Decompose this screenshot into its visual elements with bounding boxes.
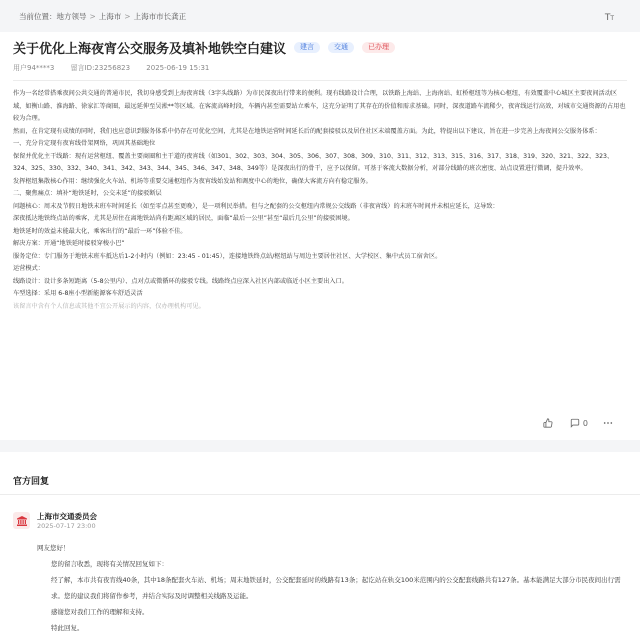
reply-line: 经了解，本市共有夜宵线40条，其中18条配套火车站、机场；周末地铁延时，公交配套延时的线路有13条；起讫站在轨交100米范围内的公交配套线路共有127条。基本能满足大部分市民夜间出行需求。您的建议我们将留作参考，并结合实际及时调整相关线路及运能。: [51, 576, 621, 600]
body-paragraph: 发挥枢纽集散核心作用：继续强化火车站、机场等重要交通枢纽作为夜宵线始发站和调度中心的地位，确保大客流方向有稳定服务。: [13, 177, 372, 185]
reply-org-name: 上海市交通委员会: [37, 512, 97, 521]
reply-line: 您的留言收悉，现将有关情况回复如下：: [51, 560, 168, 568]
breadcrumb: [19, 11, 186, 22]
comment-count: 0: [582, 418, 588, 428]
message-id: 留言ID:23256823: [70, 64, 131, 72]
body-paragraph: 运营模式：: [13, 265, 44, 272]
more-button[interactable]: [602, 418, 614, 428]
body-paragraph: 保留并优化主干线路：现有运营枢纽、覆盖主要商圈和主干道的夜宵线（如301、302、303、304、305、306、307、308、309、310、311、312、313、315、316、317、318、319、320、321、322、323、324、325、330、332、340、341、342、343、344、345、346、347、348、349等）是深夜出行的骨干，应予以保留。可基于客流大数据分析，对部分线路的班次密度、站点设置进行微调，提升效率。: [13, 152, 614, 172]
body-paragraph: 服务定位：专门服务于地铁末班车抵达后1-2小时内（例如：23:45 - 01:45），连接地铁终点站/枢纽站与周边主要居住社区、大学校区、集中式员工宿舍区。: [13, 252, 442, 260]
government-building-icon: [16, 515, 28, 527]
post-meta: [13, 63, 223, 73]
post-datetime: 2025-06-19 15:31: [146, 64, 210, 72]
breadcrumb-item-shanghai[interactable]: 上海市: [98, 12, 122, 21]
reply-line: 特此回复。: [51, 624, 84, 632]
privacy-hint: 该留言中含有个人信息或其他不宜公开展示的内容，仅办理机构可见。: [13, 302, 205, 310]
reply-greeting: 网友您好！: [37, 544, 70, 552]
like-button[interactable]: [543, 418, 556, 428]
section-gap: [0, 440, 640, 452]
body-paragraph: 线路设计：设计多条短距离（5-8公里内）、点对点或微循环的接驳专线。线路终点应深入社区内部或临近小区主要出入口。: [13, 277, 348, 285]
body-paragraph: 车型选择：采用 6-8座小型新能源客车舒适灵活: [13, 290, 143, 297]
font-size-icon: T: [604, 13, 611, 23]
comment-button[interactable]: [570, 418, 588, 428]
breadcrumb-item-leaders[interactable]: 地方领导: [56, 12, 87, 21]
breadcrumb-separator: >: [124, 12, 131, 21]
body-paragraph: 作为一名经常搭乘夜间公共交通的普通市民，我切身感受到上海夜宵线（3字头线路）为市民深夜出行带来的便利。现有线路设计合理，以铁路上海站、上海南站、虹桥枢纽等为核心枢纽，有效覆盖中心城区主要夜间活动区域，如衡山路、淮海路、徐家汇等商圈，最远延伸至吴淞**等区域。在客流高峰时段，车辆内甚至需要站立乘车，这充分证明了其存在的价值和需求基础。同时，深夜道路车流稀少，夜宵线运行高效，对城市交通资源的占用也较为合理。: [13, 90, 626, 122]
comment-icon: [570, 418, 580, 428]
title-row: [13, 38, 395, 56]
body-paragraph: 然而，在肯定现有成绩的同时，我们也应意识到服务体系中仍存在可优化空间，尤其是在地铁运营时间延长后的配套接驳以及居住社区末端覆盖方面。为此，特提出以下建议，旨在进一步完善上海夜间公交服务体系：: [13, 127, 601, 135]
body-paragraph: 深夜抵达地铁终点站的乘客，尤其是居住在离地铁站尚有距离区域的居民，面临“最后一公里”甚至“最后几公里”的接驳困境。: [13, 215, 354, 222]
body-paragraph: 解决方案：开通“地铁延时接驳穿梭小巴”: [13, 240, 125, 247]
breadcrumb-current-label: 当前位置：: [19, 12, 57, 21]
org-avatar: [13, 512, 30, 529]
reply-date: 2025-07-17 23:00: [37, 522, 96, 530]
divider: [13, 80, 627, 81]
breadcrumb-item-mayor[interactable]: 上海市市长龚正: [133, 12, 187, 21]
body-heading: 一、充分肯定现有夜宵线骨架网络，巩固其基础地位: [13, 140, 156, 147]
more-icon: [602, 418, 614, 428]
reply-line: 感谢您对我们工作的理解和支持。: [51, 608, 149, 616]
breadcrumb-bar: [0, 0, 640, 32]
thumbs-up-icon: [543, 418, 553, 428]
reply-body: [37, 540, 627, 636]
tag-transport: 交通: [328, 42, 354, 53]
breadcrumb-separator: >: [89, 12, 96, 21]
body-paragraph: 地铁延时的效益未能最大化，乘客出行的“最后一环”体验不佳。: [13, 227, 187, 235]
page-title: 关于优化上海夜宵公交服务及填补地铁空白建议: [13, 41, 287, 57]
tag-suggestion: 建言: [294, 42, 320, 53]
body-paragraph: 问题核心：周末及节假日地铁末班车时间延长（如至零点甚至更晚），是一项利民举措。但与之配套的公交枢纽内常规公交线路（非夜宵线）的末班车时间并未相应延长，这导致：: [13, 202, 499, 210]
post-actions: [529, 418, 614, 428]
post-user: 用户94****3: [13, 64, 55, 72]
post-body: [13, 88, 627, 313]
reply-heading: 官方回复: [13, 477, 50, 487]
font-size-button[interactable]: TT: [604, 13, 614, 23]
status-badge: 已办理: [362, 42, 395, 53]
body-heading: 二、聚焦痛点：填补“地铁延时，公交未延”的接驳断层: [13, 190, 162, 197]
divider: [0, 494, 640, 495]
